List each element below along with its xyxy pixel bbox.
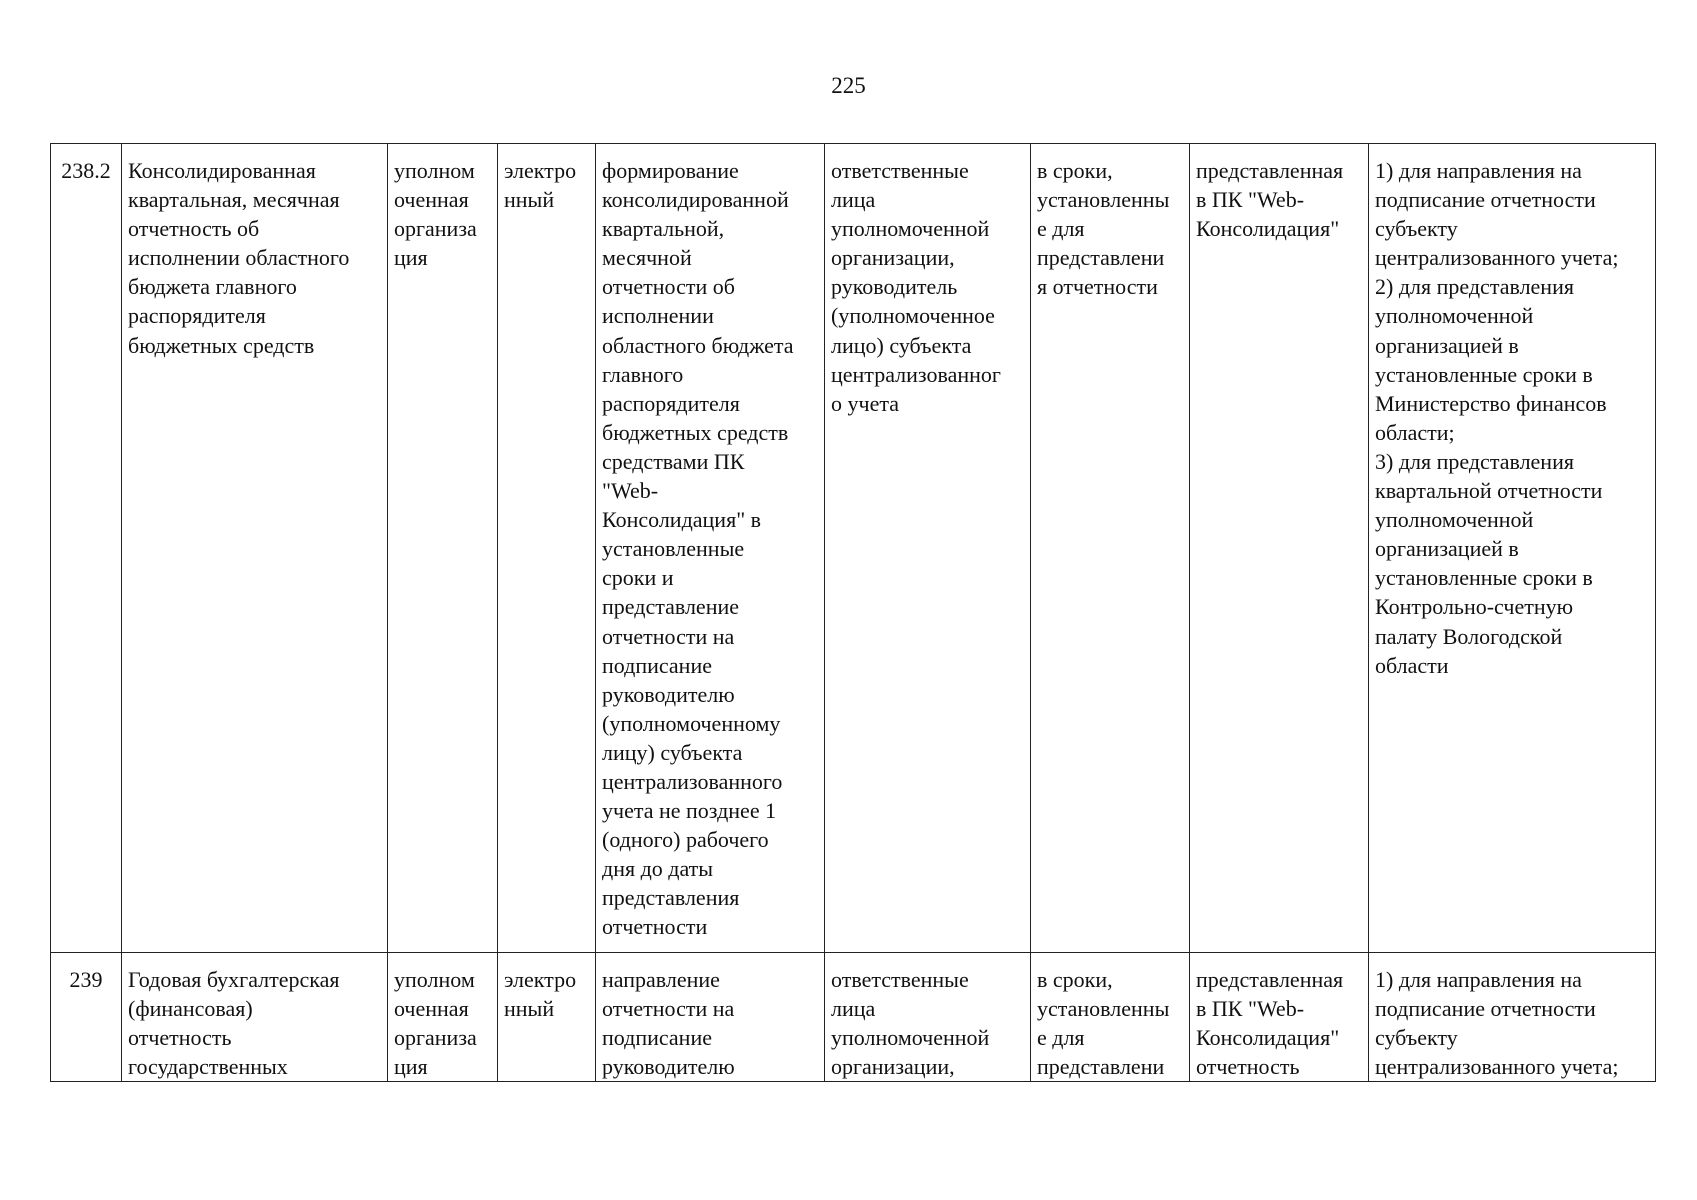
- document-name-cell: Консолидированная квартальная, месячная отчетность об исполнении областного бюджета главного распорядителя бюджетных средств: [122, 144, 388, 953]
- deadline-cell: в сроки, установленны е для представлени я отчетности: [1031, 144, 1190, 953]
- table-row: [51, 144, 1656, 953]
- table-row: [51, 952, 1656, 1081]
- action-cell: формирование консолидированной квартальной, месячной отчетности об исполнении областного бюджета главного распорядителя бюджетных средств средствами ПК "Web- Консолидация" в установленные сроки и представление отчетности на подписание руководителю (уполномоченному лицу) субъекта централизованного учета не позднее 1 (одного) рабочего дня до даты представления отчетности: [596, 144, 825, 953]
- row-number-cell: 239: [51, 952, 122, 1081]
- form-cell: электро нный: [498, 952, 596, 1081]
- creator-cell: уполном оченная организа ция: [388, 144, 498, 953]
- deadline-cell: в сроки, установленны е для представлени: [1031, 952, 1190, 1081]
- document-flow-table: [50, 143, 1656, 1082]
- action-cell: направление отчетности на подписание руководителю: [596, 952, 825, 1081]
- purpose-cell: 1) для направления на подписание отчетности субъекту централизованного учета; 2) для представления уполномоченной организацией в установленные сроки в Министерство финансов области; 3) для представления квартальной отчетности уполномоченной организацией в установленные сроки в Контрольно-счетную палату Вологодской области: [1369, 144, 1656, 953]
- purpose-cell: 1) для направления на подписание отчетности субъекту централизованного учета;: [1369, 952, 1656, 1081]
- page-number: 225: [831, 73, 866, 98]
- responsible-cell: ответственные лица уполномоченной организации,: [825, 952, 1031, 1081]
- creator-cell: уполном оченная организа ция: [388, 952, 498, 1081]
- row-number-cell: 238.2: [51, 144, 122, 953]
- result-cell: представленная в ПК "Web- Консолидация" отчетность: [1190, 952, 1369, 1081]
- form-cell: электро нный: [498, 144, 596, 953]
- responsible-cell: ответственные лица уполномоченной организации, руководитель (уполномоченное лицо) субъекта централизованног о учета: [825, 144, 1031, 953]
- result-cell: представленная в ПК "Web- Консолидация": [1190, 144, 1369, 953]
- document-name-cell: Годовая бухгалтерская (финансовая) отчетность государственных: [122, 952, 388, 1081]
